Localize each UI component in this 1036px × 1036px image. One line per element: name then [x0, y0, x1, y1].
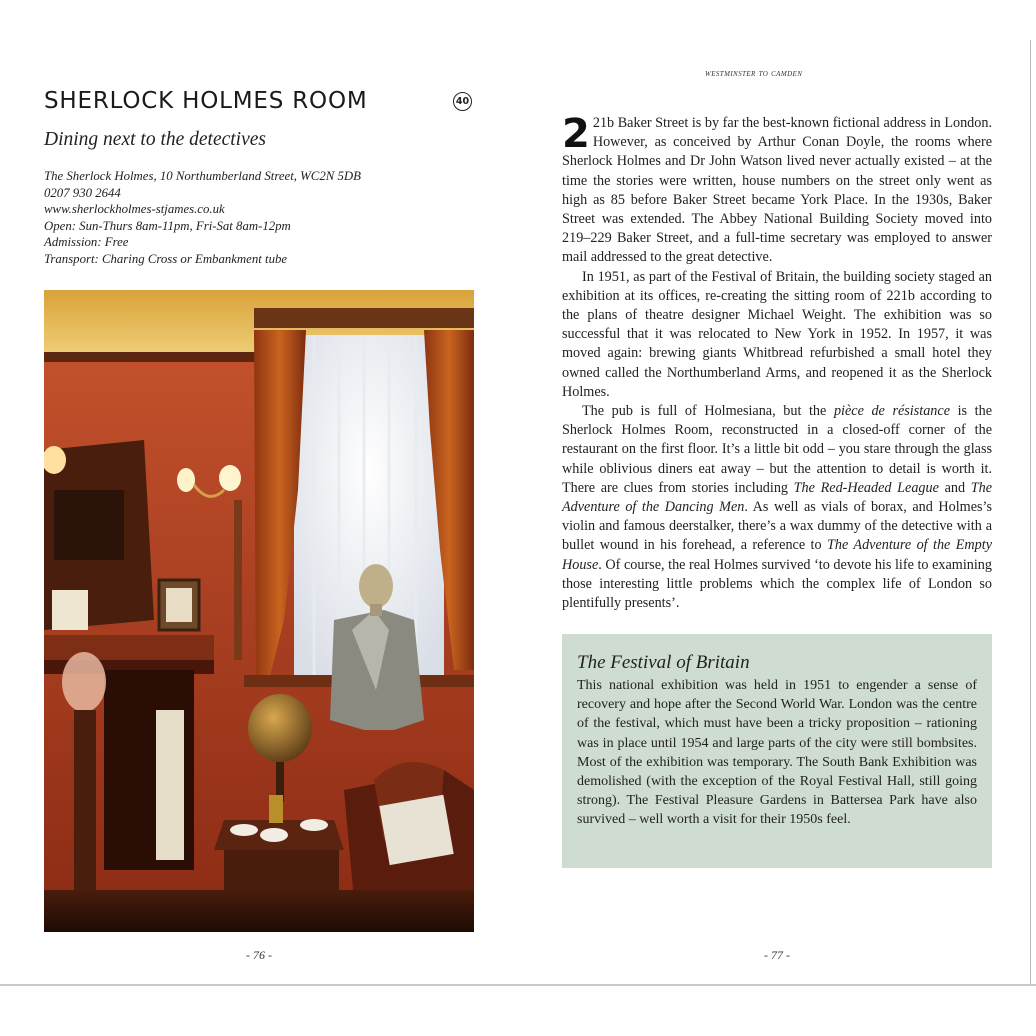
entry-number-badge: 40 — [453, 92, 472, 111]
sidebar-title: The Festival of Britain — [577, 652, 750, 673]
venue-address: The Sherlock Holmes, 10 Northumberland Street, WC2N 5DB — [44, 169, 361, 183]
paragraph-1: 2 21b Baker Street is by far the best-known fictional address in London. However, as conceived by Arthur Conan Doyle, the rooms where Sherlock Holmes and Dr John Watson lived never actually existed – at the time the stories were written, house numbers on the street only went as high as 85 before Baker Street became York Place. In the 1930s, Baker Street was extended. The Abbey National Building Society moved into 219–229 Baker Street, and a full-time secretary was employed to answer mail addressed to the great detective. — [562, 111, 992, 266]
sidebar-text: This national exhibition was held in 1951 to engender a sense of recovery and hope after the Second World War. London was the centre of the festival, which must have been a tricky proposition – rationing was in place until 1954 and large parts of the city were still bombsites. Most of the exhibition was temporary. The South Bank Exhibition was demolished (with the exception of the Royal Festival Hall, still going strong). The Festival Pleasure Gardens in Battersea Park have also survived – well worth a visit for their 1950s feel. — [577, 678, 977, 828]
page-bottom-edge — [0, 984, 1036, 986]
page-subtitle: Dining next to the detectives — [44, 129, 267, 150]
page-edge — [1030, 40, 1031, 985]
right-page — [518, 0, 1030, 984]
venue-transport: Transport: Charing Cross or Embankment tube — [44, 251, 288, 266]
page-title: SHERLOCK HOLMES ROOM — [44, 88, 368, 114]
venue-info — [44, 168, 484, 268]
venue-hours: Open: Sun-Thurs 8am-11pm, Fri-Sat 8am-12pm — [44, 218, 291, 233]
drop-cap: 2 — [562, 111, 590, 157]
page-number-right: - 77 - — [764, 948, 790, 962]
article-body — [562, 111, 993, 613]
paragraph-3: The pub is full of Holmesiana, but the pièce de résistance is the Sherlock Holmes Room, reconstructed in a closed-off corner of the restaurant on the first floor. It’s a little bit odd – you stare through the glass while oblivious diners eat away – but the attention to detail is worth it. There are clues from stories including The Red-Headed League and The Adventure of the Dancing Men. As well as vials of borax, and Holmes’s violin and famous deerstalker, there’s a wax dummy of the detective with a bullet wound in his forehead, a reference to The Adventure of the Empty House. Of course, the real Holmes survived ‘to devote his life to examining those interesting little problems which the complex life of London so plentifully presents’. — [562, 403, 993, 612]
venue-website: www.sherlockholmes-stjames.co.uk — [44, 202, 225, 217]
festival-sidebar — [562, 634, 992, 868]
page-number-left: - 76 - — [246, 948, 272, 962]
venue-phone: 0207 930 2644 — [44, 185, 121, 200]
venue-admission: Admission: Free — [44, 235, 129, 250]
running-head: westminster to camden — [705, 68, 803, 79]
paragraph-2: In 1951, as part of the Festival of Britain, the building society staged an exhibition at its offices, re-creating the sitting room of 221b according to the plans of theatre designer Michael Weight. The exhibition was so successful that it was relocated to New York in 1952. In 1957, it was moved again: brewing giants Whitbread refurbished a small hotel they owned called the Northumberland Arms, and reopened it as the Sherlock Holmes. — [562, 268, 992, 400]
left-page — [0, 0, 518, 984]
sherlock-room-photo — [44, 290, 474, 932]
